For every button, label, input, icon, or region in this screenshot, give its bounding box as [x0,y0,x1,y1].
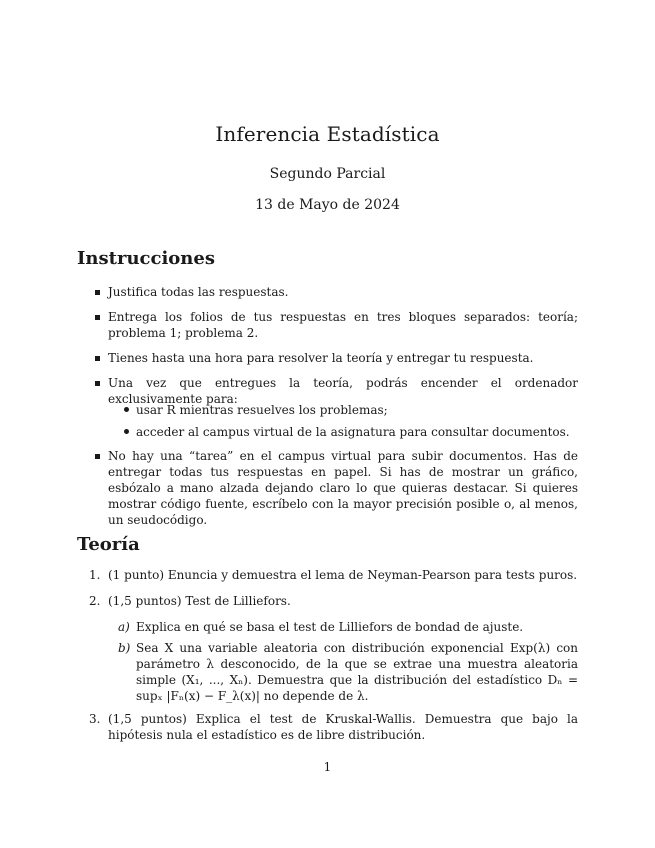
instruction-sub-item [136,402,576,418]
bullet-icon [95,454,100,459]
instruction-text: Entrega los folios de tus respuestas en tres bloques separados: teoría; problema 1; problema 2. [108,310,578,340]
question-text: (1 punto) Enuncia y demuestra el lema de Neyman-Pearson para tests puros. [108,568,578,582]
question-item [89,593,578,609]
instruction-text: Justifica todas las respuestas. [108,285,289,299]
question-text: (1,5 puntos) Explica el test de Kruskal-Wallis. Demuestra que bajo la hipótesis nula el estadístico es de libre distribución. [108,712,578,742]
bullet-icon [95,381,100,386]
instruction-item [108,448,578,528]
question-sub-text: Sea X una variable aleatoria con distribución exponencial Exp(λ) con parámetro λ desconocido, de la que se extrae una muestra aleatoria simple (X₁, ..., Xₙ). Demuestra que la distribución del estadístico Dₙ = supₓ |Fₙ(x) − F_λ(x)| no depende de λ. [136,641,578,703]
bullet-icon [124,429,129,434]
bullet-icon [95,356,100,361]
question-number: 1. [89,568,101,582]
document-date: 13 de Mayo de 2024 [255,197,400,213]
bullet-icon [95,315,100,320]
instruction-sub-item [136,424,576,440]
instruction-sub-text: usar R mientras resuelves los problemas; [136,403,388,417]
question-text: (1,5 puntos) Test de Lilliefors. [108,594,291,608]
teoria-heading: Teoría [77,534,140,555]
bullet-icon [95,290,100,295]
question-item [89,711,578,743]
instruction-text: Una vez que entregues la teoría, podrás encender el ordenador exclusivamente para: [108,376,578,406]
question-item [89,567,578,583]
instruction-text: No hay una “tarea” en el campus virtual para subir documentos. Has de entregar todas tus respuestas en papel. Si has de mostrar un gráfico, esbózalo a mano alzada dejando claro lo que quieras destacar. Si quieres mostrar código fuente, escríbelo con la mayor precisión posible o, al menos, un seudocódigo. [108,449,578,527]
instruction-text: Tienes hasta una hora para resolver la teoría y entregar tu respuesta. [108,351,534,365]
question-sub-letter: b) [118,641,131,655]
page-number: 1 [323,760,332,774]
document-subtitle: Segundo Parcial [269,166,386,182]
instruction-item [108,350,578,366]
instruction-item [108,309,578,341]
question-sub-item [118,640,578,704]
question-number: 2. [89,594,101,608]
question-number: 3. [89,712,101,726]
instrucciones-heading: Instrucciones [77,248,215,269]
instruction-item [108,284,578,300]
instruction-sub-text: acceder al campus virtual de la asignatura para consultar documentos. [136,425,570,439]
question-sub-letter: a) [118,620,130,634]
bullet-icon [124,407,129,412]
question-sub-text: Explica en qué se basa el test de Lilliefors de bondad de ajuste. [136,620,524,634]
question-sub-item [118,619,578,635]
document-title: Inferencia Estadística [215,122,440,146]
